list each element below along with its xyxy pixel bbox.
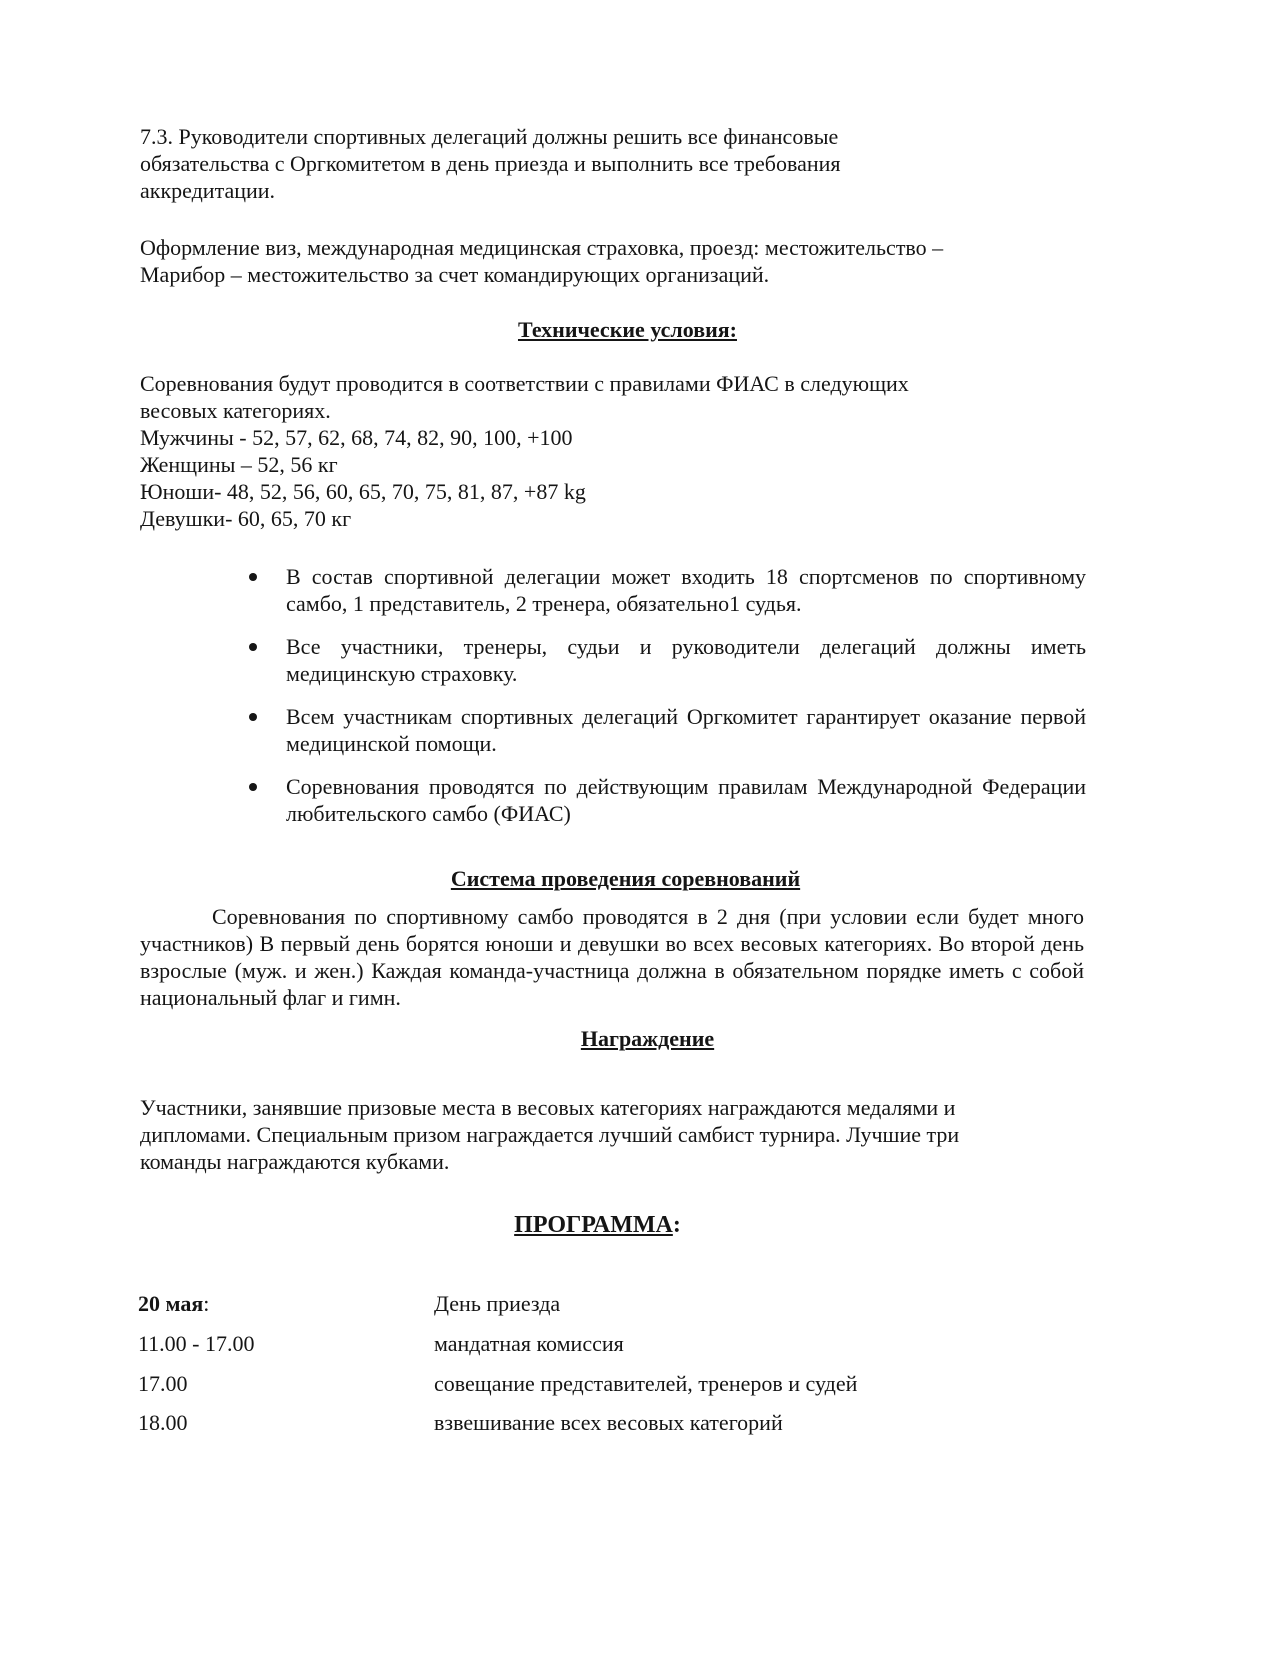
bullet-icon	[249, 783, 257, 791]
text-line: весовых категориях.	[140, 398, 331, 423]
text-line: 7.3. Руководители спортивных делегаций должны решить все финансовые	[140, 124, 839, 149]
program-time: 11.00 - 17.00	[138, 1331, 255, 1356]
weights-women: Женщины – 52, 56 кг	[140, 452, 338, 477]
program-desc: взвешивание всех весовых категорий	[434, 1410, 783, 1435]
text-line: аккредитации.	[140, 178, 276, 203]
program-day	[138, 1290, 209, 1317]
bullet-icon	[249, 713, 257, 721]
program-day-desc: День приезда	[434, 1291, 561, 1316]
bullet-icon	[249, 643, 257, 651]
program-day-date: 20 мая	[138, 1291, 204, 1316]
bullet-icon	[249, 573, 257, 581]
text-line: Участники, занявшие призовые места в весовых категориях награждаются медалями и	[140, 1095, 956, 1120]
list-item	[286, 703, 1086, 757]
program-desc: мандатная комиссия	[434, 1331, 624, 1356]
text-line: дипломами. Специальным призом награждается лучший самбист турнира. Лучшие три	[140, 1122, 960, 1147]
list-item	[286, 563, 1086, 617]
paragraph-system: Соревнования по спортивному самбо проводятся в 2 дня (при условии если будет много участников) В первый день борятся юноши и девушки во всех весовых категориях. Во второй день взрослые (муж. и жен.) Каждая команда-участница должна в обязательном порядке иметь с собой национальный флаг и гимн.	[140, 904, 1084, 1010]
weights-juniors: Юноши- 48, 52, 56, 60, 65, 70, 75, 81, 87, +87 kg	[140, 479, 586, 504]
heading-program	[0, 1212, 1233, 1239]
list-item-text: Всем участникам спортивных делегаций Оргкомитет гарантирует оказание первой медицинской помощи.	[286, 704, 1086, 756]
paragraph-awards	[140, 1094, 1100, 1175]
text-line: Соревнования будут проводится в соответствии с правилами ФИАС в следующих	[140, 371, 909, 396]
weights-girls: Девушки- 60, 65, 70 кг	[140, 506, 352, 531]
program-day-row	[138, 1290, 1038, 1320]
program-row	[138, 1330, 1038, 1360]
text-line: Марибор – местожительство за счет командирующих организаций.	[140, 262, 770, 287]
program-row	[138, 1370, 1038, 1400]
text-line: команды награждаются кубками.	[140, 1149, 450, 1174]
paragraph-7-3	[140, 123, 1080, 204]
program-title-colon: :	[672, 1212, 681, 1238]
list-item	[286, 633, 1086, 687]
program-time: 18.00	[138, 1410, 188, 1435]
heading-system: Система проведения соревнований	[450, 866, 801, 891]
heading-awards: Награждение	[580, 1026, 715, 1051]
heading-technical: Технические условия:	[517, 317, 737, 342]
program-row	[138, 1409, 1038, 1439]
program-day-colon: :	[203, 1291, 210, 1316]
conditions-list	[286, 563, 1086, 843]
program-desc: совещание представителей, тренеров и судей	[434, 1371, 858, 1396]
list-item-text: Все участники, тренеры, судьи и руководители делегаций должны иметь медицинскую страховку.	[286, 634, 1086, 686]
weight-categories	[140, 370, 1080, 532]
list-item	[286, 773, 1086, 827]
paragraph-visas	[140, 234, 1080, 288]
list-item-text: В состав спортивной делегации может входить 18 спортсменов по спортивному самбо, 1 представитель, 2 тренера, обязательно1 судья.	[286, 564, 1086, 616]
program-title: ПРОГРАММА	[514, 1212, 673, 1238]
text-line: Оформление виз, международная медицинская страховка, проезд: местожительство –	[140, 235, 944, 260]
weights-men: Мужчины - 52, 57, 62, 68, 74, 82, 90, 100, +100	[140, 425, 573, 450]
text-line: обязательства с Оргкомитетом в день приезда и выполнить все требования	[140, 151, 841, 176]
program-time: 17.00	[138, 1371, 188, 1396]
list-item-text: Соревнования проводятся по действующим правилам Международной Федерации любительского самбо (ФИАС)	[286, 774, 1086, 826]
